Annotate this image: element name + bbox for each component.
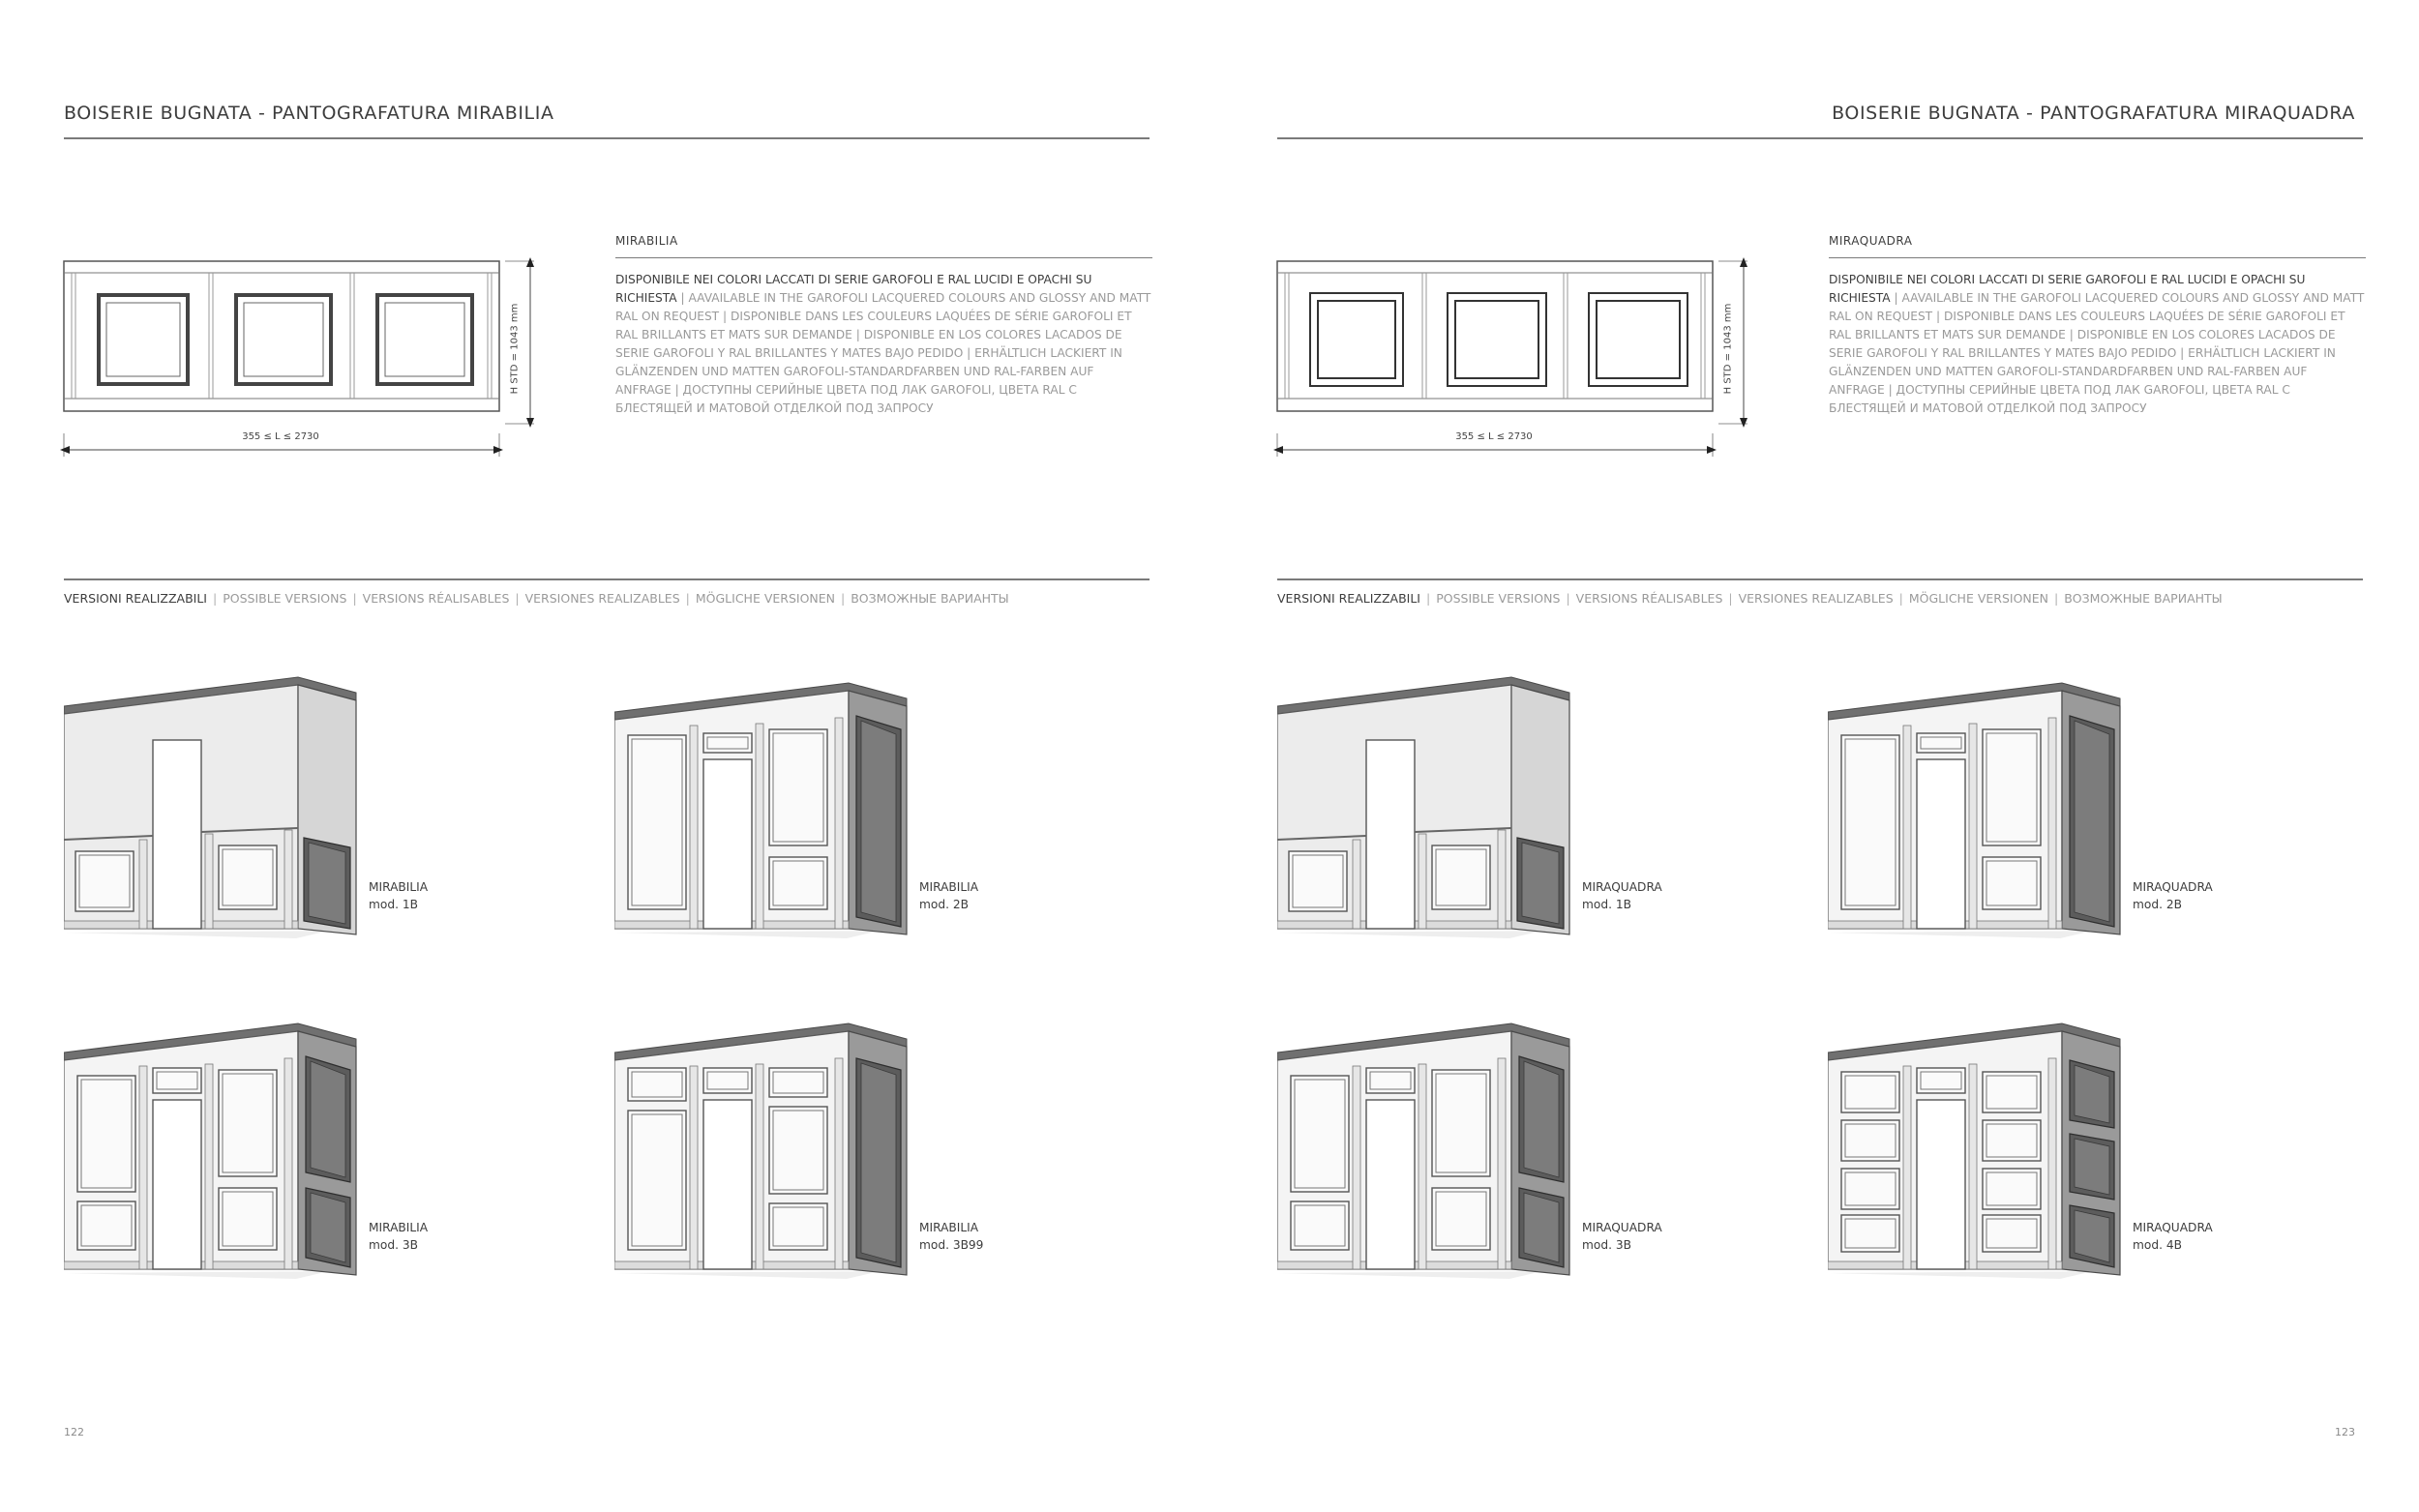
model-card [614,667,1156,948]
model-mod: mod. 3B [369,1238,418,1252]
versions-item-it: VERSIONI REALIZZABILI [1277,591,1420,606]
model-name: MIRABILIA [369,1221,429,1234]
model-caption [369,1219,428,1254]
model-name: MIRAQUADRA [1582,1221,1662,1234]
model-mod: mod. 4B [2133,1238,2182,1252]
spec-description-strong: DISPONIBILE NEI COLORI LACCATI DI SERIE GAROFOLI E RAL LUCIDI E OPACHI SU RICHIESTA [615,273,1092,305]
model-mod: mod. 3B99 [919,1238,984,1252]
model-name: MIRAQUADRA [2133,1221,2213,1234]
versions-item-ru: ВОЗМОЖНЫЕ ВАРИАНТЫ [851,591,1009,606]
versions-item-ru: ВОЗМОЖНЫЕ ВАРИАНТЫ [2064,591,2223,606]
model-caption [1582,1219,1662,1254]
versions-divider [64,578,1150,580]
model-name: MIRABILIA [919,1221,979,1234]
page-title: BOISERIE BUGNATA - PANTOGRAFATURA MIRABILIA [64,103,554,124]
model-caption [919,878,978,913]
model-card [1828,667,2370,948]
model-mod: mod. 2B [919,898,969,911]
boiserie-render-3b [64,1008,364,1289]
model-name: MIRABILIA [369,880,429,894]
boiserie-render-3b99 [614,1008,914,1289]
model-caption [919,1219,983,1254]
spec-model-name: MIRAQUADRA [1829,234,1913,248]
versions-item-de: MÖGLICHE VERSIONEN [695,591,836,606]
model-name: MIRAQUADRA [2133,880,2213,894]
page-number: 122 [64,1426,84,1438]
model-card [1828,1008,2370,1289]
spec-description-strong: DISPONIBILE NEI COLORI LACCATI DI SERIE GAROFOLI E RAL LUCIDI E OPACHI SU RICHIESTA [1829,273,2306,305]
versions-item-fr: VERSIONS RÉALISABLES [1575,591,1723,606]
boiserie-render-1b [64,667,364,948]
versions-item-de: MÖGLICHE VERSIONEN [1908,591,2049,606]
model-card [1277,1008,1819,1289]
page-title: BOISERIE BUGNATA - PANTOGRAFATURA MIRAQUADRA [1832,103,2355,124]
header-divider [1277,137,2363,139]
dimension-height-label: H STD = 1043 mm [509,303,521,395]
versions-item-fr: VERSIONS RÉALISABLES [362,591,510,606]
model-mod: mod. 2B [2133,898,2182,911]
spec-description-rest: | AAVAILABLE IN THE GAROFOLI LACQUERED COLOURS AND GLOSSY AND MATT RAL ON REQUEST | DISPONIBLE DANS LES COULEURS LAQUÉES DE SÉRIE GAROFOLI ET RAL BRILLANTS ET MATS SUR DEMANDE | DISPONIBLE EN LOS COLORES LACADOS DE SERIE GAROFOLI Y RAL BRILLANTES Y MATES BAJO PEDIDO | ERHÄLTLICH LACKIERT IN GLÄNZENDEN UND MATTEN GAROFOLI-STANDARDFARBEN UND RAL-FARBEN AUF ANFRAGE | ДОСТУПНЫ СЕРИЙНЫЕ ЦВЕТА ПОД ЛАК GAROFOLI, ЦВЕТА RAL С БЛЕСТЯЩЕЙ И МАТОВОЙ ОТДЕЛКОЙ ПОД ЗАПРОСУ [615,291,1151,415]
versions-item-es: VERSIONES REALIZABLES [524,591,680,606]
spec-description-rest: | AAVAILABLE IN THE GAROFOLI LACQUERED COLOURS AND GLOSSY AND MATT RAL ON REQUEST | DISPONIBLE DANS LES COULEURS LAQUÉES DE SÉRIE GAROFOLI ET RAL BRILLANTS ET MATS SUR DEMANDE | DISPONIBLE EN LOS COLORES LACADOS DE SERIE GAROFOLI Y RAL BRILLANTES Y MATES BAJO PEDIDO | ERHÄLTLICH LACKIERT IN GLÄNZENDEN UND MATTEN GAROFOLI-STANDARDFARBEN UND RAL-FARBEN AUF ANFRAGE | ДОСТУПНЫ СЕРИЙНЫЕ ЦВЕТА ПОД ЛАК GAROFOLI, ЦВЕТА RAL С БЛЕСТЯЩЕЙ И МАТОВОЙ ОТДЕЛКОЙ ПОД ЗАПРОСУ [1829,291,2365,415]
boiserie-render-2b [614,667,914,948]
versions-divider [1277,578,2363,580]
spec-model-name: MIRABILIA [615,234,678,248]
dimension-height-label: H STD = 1043 mm [1722,303,1734,395]
spec-divider [615,257,1152,258]
model-caption [2133,1219,2213,1254]
model-mod: mod. 3B [1582,1238,1631,1252]
header-divider [64,137,1150,139]
dimension-width-label: 355 ≤ L ≤ 2730 [1455,431,1533,442]
model-card [64,667,606,948]
versions-item-it: VERSIONI REALIZZABILI [64,591,207,606]
model-mod: mod. 1B [1582,898,1631,911]
versions-heading: VERSIONI REALIZZABILI | POSSIBLE VERSIONS | VERSIONS RÉALISABLES | VERSIONES REALIZABLES | MÖGLICHE VERSIONEN | ВОЗМОЖНЫЕ ВАРИАНТЫ [64,591,1009,606]
spec-divider [1829,257,2366,258]
boiserie-render-4b [1828,1008,2128,1289]
boiserie-render-1b [1277,667,1577,948]
model-name: MIRABILIA [919,880,979,894]
technical-drawing [58,252,561,470]
versions-item-es: VERSIONES REALIZABLES [1738,591,1894,606]
spec-description [615,271,1152,418]
versions-heading: VERSIONI REALIZZABILI | POSSIBLE VERSIONS | VERSIONS RÉALISABLES | VERSIONES REALIZABLES | MÖGLICHE VERSIONEN | ВОЗМОЖНЫЕ ВАРИАНТЫ [1277,591,2223,606]
technical-drawing [1271,252,1775,470]
versions-item-en: POSSIBLE VERSIONS [1436,591,1561,606]
model-name: MIRAQUADRA [1582,880,1662,894]
model-caption [2133,878,2213,913]
model-caption [369,878,428,913]
model-caption [1582,878,1662,913]
boiserie-render-3b [1277,1008,1577,1289]
model-card [614,1008,1156,1289]
page-number: 123 [2335,1426,2355,1438]
boiserie-render-2b [1828,667,2128,948]
dimension-width-label: 355 ≤ L ≤ 2730 [242,431,319,442]
spec-description [1829,271,2366,418]
page-right [1210,0,2419,1512]
model-card [1277,667,1819,948]
model-card [64,1008,606,1289]
model-mod: mod. 1B [369,898,418,911]
versions-item-en: POSSIBLE VERSIONS [223,591,347,606]
